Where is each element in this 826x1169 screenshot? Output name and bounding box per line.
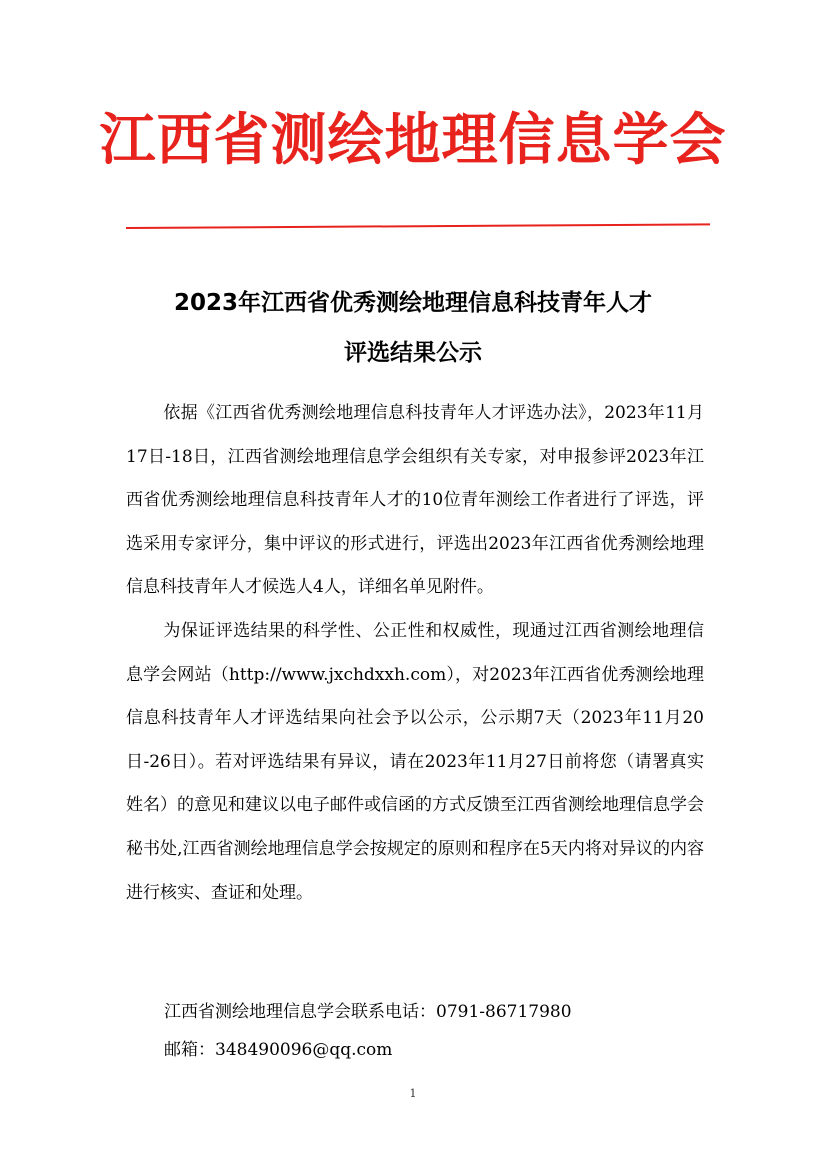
contact-phone: 江西省测绘地理信息学会联系电话：0791-86717980: [164, 1002, 572, 1022]
body-paragraph-1: 依据《江西省优秀测绘地理信息科技青年人才评选办法》，2023年11月17日-18日，江西省测绘地理信息学会组织有关专家，对申报参评2023年江西省优秀测绘地理信息科技青年人才的10位青年测绘工作者进行了评选，评选采用专家评分，集中评议的形式进行，评选出2023年江西省优秀测绘地理信息科技青年人才候选人4人，详细名单见附件。: [126, 403, 704, 598]
contact-email: 邮箱：348490096@qq.com: [164, 1040, 393, 1060]
red-divider-line: [126, 223, 710, 229]
document-title-line-2: 评选结果公示: [344, 340, 482, 366]
body-paragraph-2: 为保证评选结果的科学性、公正性和权威性，现通过江西省测绘地理信息学会网站（http://www.jxchdxxh.com），对2023年江西省优秀测绘地理信息科技青年人才评选结果向社会予以公示，公示期7天（2023年11月20日-26日）。若对评选结果有异议，请在2023年11月27日前将您（请署真实姓名）的意见和建议以电子邮件或信函的方式反馈至江西省测绘地理信息学会秘书处,江西省测绘地理信息学会按规定的原则和程序在5天内将对异议的内容进行核实、查证和处理。: [126, 620, 704, 903]
page-number: 1: [409, 1087, 417, 1100]
document-title: [110, 278, 716, 378]
document-title-line-1: 2023年江西省优秀测绘地理信息科技青年人才: [173, 290, 652, 316]
org-masthead: 江西省测绘地理信息学会: [99, 107, 727, 173]
document-body: [126, 392, 704, 915]
